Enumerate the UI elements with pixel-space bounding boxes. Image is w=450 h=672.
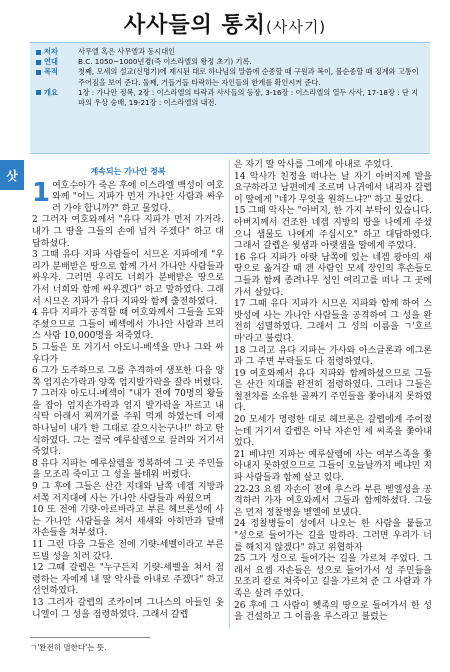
intro-label: 개요 — [44, 87, 58, 97]
section-heading: 계속되는 가나안 정복 — [90, 167, 166, 176]
intro-row-author — [36, 47, 424, 57]
intro-value: 사무엘 혹은 사무엘과 동시대인 — [78, 47, 176, 56]
verse: 9 그 후에 그들은 산간 지대와 남쪽 네겝 지방과 서쪽 저지대에 사는 가나안 사람들과 싸웠으며 — [32, 482, 224, 504]
chapter-number: 1 — [32, 177, 51, 208]
verse: 22-23 요셉 자손이 전에 루스라 부른 벧엘성을 공격하러 가자 여호와께서 그들과 함께하셨다. 그들은 먼저 정찰병을 벧엘에 보냈다. — [234, 484, 432, 518]
verse: 3 그때 유다 지파 사람들이 시므온 지파에게 "우리가 분배받은 땅으로 함께 가서 가나안 사람들과 싸우자. 그러면 우리도 너희가 분배받은 땅으로 가서 너희와 함께 싸우겠다" 하고 말하였다. 그래서 시므온 지파가 유다 지파와 함께 출전하였다. — [32, 250, 224, 307]
page-title — [0, 8, 450, 39]
verse: 16 유다 지파가 아랏 남쪽에 있는 네겝 광야의 새 땅으로 옮겨갈 때 겐 사람인 모세 장인의 후손들도 그들과 함께 종려나무 성인 여리고를 떠나 그 곳에 가서 살았다. — [234, 252, 432, 298]
intro-row-date — [36, 57, 424, 67]
intro-value: 1장 : 가나안 정복, 2장 : 이스라엘의 타락과 사사들의 등장, 3-16장 : 이스라엘의 열두 사사, 17-18장 : 단 지파의 우상 숭배, 19-21장 : 이스라엘의 내전. — [78, 87, 419, 108]
right-column — [234, 160, 432, 624]
verse: 은 자기 딸 악사를 그에게 아내로 주었다. — [234, 160, 394, 170]
verse: 17 그때 유다 지파가 시므온 지파와 함께 하여 스밧성에 사는 가나안 사람들을 공격하여 그 성을 완전히 섬멸하였다. 그래서 그 성의 이름을 ㄱ'호르마'라고 불렀다. — [234, 299, 432, 344]
verse: 13 그러자 갈렙의 조카이며 그나스의 아들인 옷니엘이 그 성을 점령하였다. 그래서 갈렙 — [32, 597, 224, 620]
column-divider — [229, 160, 230, 628]
footnote-rule — [30, 637, 150, 638]
verse: 14 악사가 친정을 떠나는 날 자기 아버지께 밭을 요구하라고 남편에게 조르며 나귀에서 내리자 갈렙이 딸에게 "네가 무엇을 원하느냐?" 하고 물었다. — [234, 171, 432, 205]
intro-value: 첫째, 모세의 설교(신명기)에 제시된 대로 하나님의 말씀에 순종할 때 구원과 복이, 불순종할 때 징계와 고통이 주어짐을 보여 준다. 둘째, 거듭거듭 타락하는 자인들의 한계를 확인시켜 준다. — [78, 67, 419, 87]
verse: 20 모세가 명령한 대로 헤브론은 갈렙에게 주어졌는데 거기서 갈렙은 아낙 자손인 세 씨족을 쫓아내었다. — [234, 415, 432, 449]
verse: 4 유다 지파가 공격할 때 여호와께서 그들을 도와주셨으므로 그들이 베섹에서 가나안 사람과 브리스 사람 10,000명을 쳐죽였다. — [32, 308, 224, 342]
footnote: ㄱ'완전히 멸한다'는 뜻. — [30, 643, 107, 652]
left-column — [32, 166, 224, 621]
verse: 21 베냐민 지파는 예루살렘에 사는 여부스족을 쫓아내지 못하였으므로 그들이 오늘날까지 베냐민 지파 사람들과 함께 살고 있다. — [234, 449, 432, 484]
verse: 26 후에 그 사람이 헷족의 땅으로 들어가서 한 성을 건설하고 그 이름을 루스라고 불렀는 — [234, 600, 432, 623]
bullet-square-icon — [36, 50, 41, 55]
intro-row-outline — [36, 88, 424, 108]
bullet-square-icon — [36, 90, 41, 95]
verse: 24 정찰병들이 성에서 나오는 한 사람을 붙들고 "성으로 들어가는 길을 말하라. 그러면 우리가 너를 해치지 않겠다" 하고 위협하자 — [234, 519, 432, 553]
intro-label: 목적 — [44, 67, 58, 77]
verse: 25 그가 성으로 들어가는 길을 가르쳐 주었다. 그래서 요셉 자손들은 성으로 들어가서 성 주민들을 모조리 칼로 쳐죽이고 길을 가르쳐 준 그 사람과 가족은 살려 주었다. — [234, 554, 432, 599]
verse: 12 그때 갈렙은 "누구든지 기럇-세벨을 쳐서 점령하는 자에게 내 딸 악사를 아내로 주겠다" 하고 선언하였다. — [32, 563, 224, 597]
intro-row-purpose — [36, 67, 424, 87]
verse: 6 그가 도주하므로 그를 추격하여 생포한 다음 양쪽 엄지손가락과 양쪽 엄지발가락을 잘라 버렸다. — [32, 366, 224, 388]
verse: 18 그리고 유다 지파는 가사와 아스글론과 에그론과 그 주변 부락들도 다 점령하였다. — [234, 345, 432, 368]
verse: 11 그런 다음 그들은 전에 기럇-세벨이라고 부른 드빌 성을 치러 갔다. — [32, 540, 224, 562]
verse: 15 그때 악사는 "아버지, 한 가지 부탁이 있습니다. 아버지께서 건조한 네겝 지방의 땅을 나에게 주셨으니 샘물도 나에게 주십시오" 하고 대답하였다. 그래서 갈렙은 윗샘과 아랫샘을 딸에게 주었다. — [234, 206, 432, 252]
bullet-square-icon — [36, 60, 41, 65]
title-main: 사사들의 통치 — [123, 13, 266, 38]
verse: 2 그러자 여호와께서 "유다 지파가 먼저 가거라. 내가 그 땅을 그들의 손에 넘겨 주겠다" 하고 대답하셨다. — [32, 215, 224, 249]
verse: 여호수아가 죽은 후에 이스라엘 백성이 여호와께 "어느 지파가 먼저 가나안 사람과 싸우러 가야 합니까?" 하고 물었다. — [52, 180, 224, 214]
verse: 5 그들은 또 거기서 아도니-베섹을 만나 그와 싸우다가 — [32, 342, 224, 365]
bullet-square-icon — [36, 70, 41, 75]
verse: 7 그러자 아도니-베섹이 "내가 전에 70명의 왕들을 잡아 엄지손가락과 엄지 발가락을 자르고 내 식탁 아래서 찌꺼기를 주워 먹게 하였는데 이제 하나님이 내가 한 그대로 갚으시는구나!" 하고 탄식하였다. 그는 결국 예루살렘으로 끌려와 거기서 죽었다. — [32, 389, 224, 458]
title-subtitle: (사사기) — [265, 18, 327, 36]
intro-label: 저자 — [44, 47, 58, 56]
book-intro-box — [30, 42, 430, 154]
verse: 19 여호와께서 유다 지파와 함께하셨으므로 그들은 산간 지대를 완전히 점령하였다. 그러나 그들은 철전차를 소유한 골짜기 주민들을 쫓아내지 못하였다. — [234, 368, 432, 414]
intro-label: 연대 — [44, 57, 58, 67]
verse: 8 유다 지파는 예루살렘을 정복하여 그 곳 주민들을 모조리 죽이고 그 성을 불태워 버렸다. — [32, 458, 224, 481]
intro-value: B.C. 1050~1000년경(즉 이스라엘의 왕정 초기) 기록. — [78, 57, 252, 67]
book-side-tab[interactable]: 삿 — [0, 160, 24, 190]
verse: 10 또 전에 기럇-아르바라고 부른 헤브론성에 사는 가나안 사람들을 쳐서 세새와 아히만과 달매 자손들을 쳐부셨다. — [32, 505, 224, 539]
